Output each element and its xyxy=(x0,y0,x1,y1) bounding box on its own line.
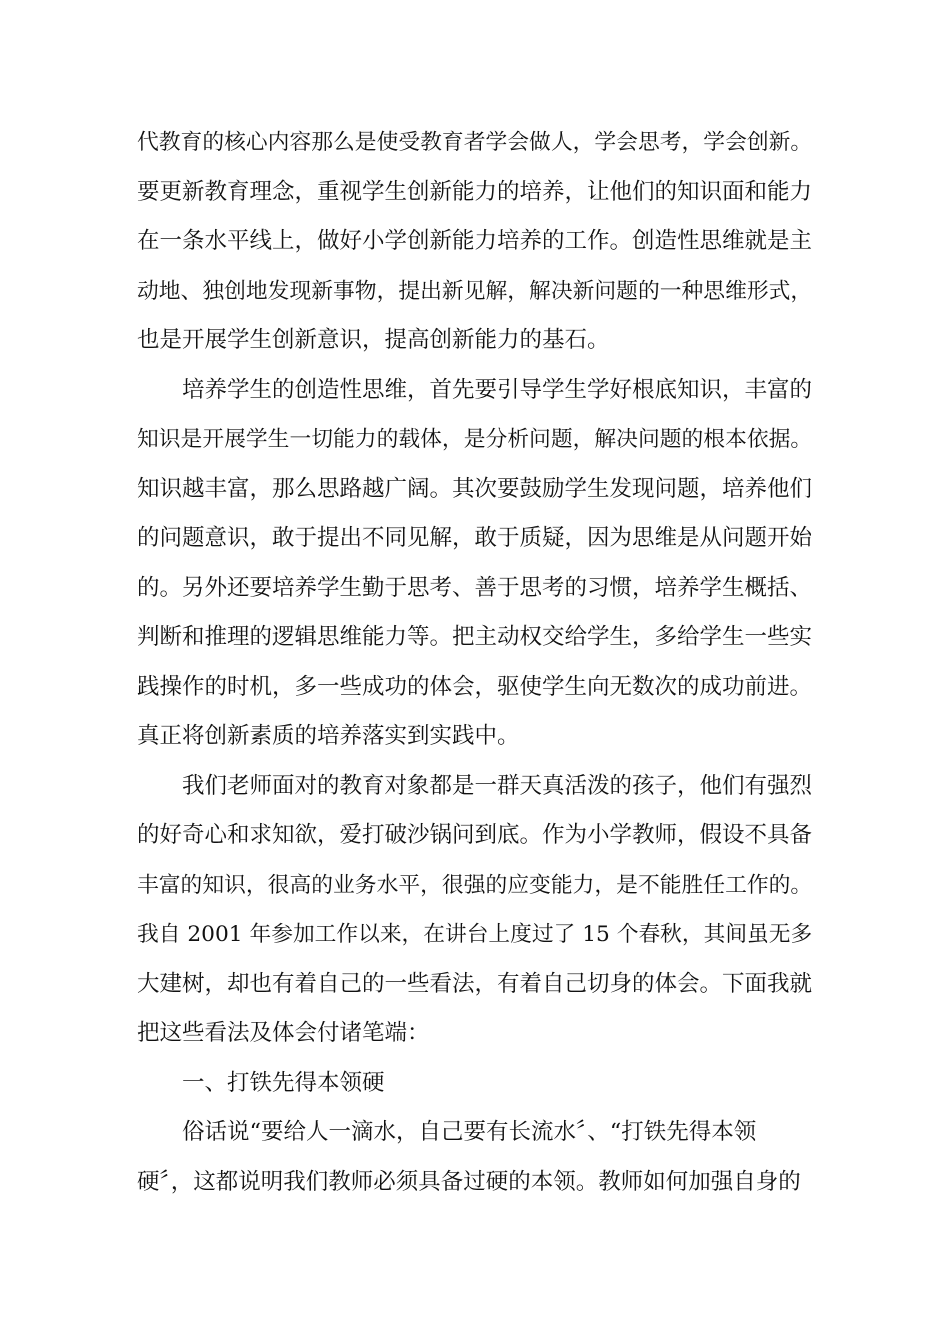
text-line: 在一条水平线上，做好小学创新能力培养的工作。创造性思维就是主 xyxy=(137,228,813,254)
text-line: 的。另外还要培养学生勤于思考、善于思考的习惯，培养学生概括、 xyxy=(137,574,813,601)
text-line: 判断和推理的逻辑思维能力等。把主动权交给学生，多给学生一些实 xyxy=(137,624,813,650)
text-line: 代教育的核心内容那么是使受教育者学会做人，学会思考，学会创新。 xyxy=(137,130,813,155)
text-line: 知识越丰富，那么思路越广阔。其次要鼓励学生发现问题，培养他们 xyxy=(137,475,813,502)
text-line: 俗话说“要给人一滴水，自己要有长流水〞、“打铁先得本领 xyxy=(182,1119,757,1145)
document-body xyxy=(137,118,813,1207)
text-line: 要更新教育理念，重视学生创新能力的培养，让他们的知识面和能力 xyxy=(137,178,813,205)
text-line: 丰富的知识，很高的业务水平，很强的应变能力，是不能胜任工作的。 xyxy=(137,872,813,898)
text-line: 我们老师面对的教育对象都是一群天真活泼的孩子，他们有强烈 xyxy=(182,772,813,799)
text-line: 践操作的时机，多一些成功的体会，驱使学生向无数次的成功前进。 xyxy=(137,673,813,700)
section-heading: 一、打铁先得本领硬 xyxy=(182,1069,385,1096)
text-line: 知识是开展学生一切能力的载体，是分析问题，解决问题的根本依据。 xyxy=(137,427,813,452)
text-line: 我自 2001 年参加工作以来，在讲台上度过了 15 个春秋，其间虽无多 xyxy=(137,922,813,947)
text-line: 培养学生的创造性思维，首先要引导学生学好根底知识，丰富的 xyxy=(182,376,813,403)
text-line: 动地、独创地发现新事物，提出新见解，解决新问题的一种思维形式， xyxy=(137,278,813,304)
text-line: 真正将创新素质的培养落实到实践中。 xyxy=(137,723,520,749)
text-line: 硬〞，这都说明我们教师必须具备过硬的本领。教师如何加强自身的 xyxy=(137,1168,801,1195)
text-line: 大建树，却也有着自己的一些看法，有着自己切身的体会。下面我就 xyxy=(137,970,813,997)
text-line: 也是开展学生创新意识，提高创新能力的基石。 xyxy=(137,327,610,353)
text-line: 把这些看法及体会付诸笔端： xyxy=(137,1020,430,1046)
text-line: 的问题意识，敢于提出不同见解，敢于质疑，因为思维是从问题开始 xyxy=(137,525,813,551)
text-line: 的好奇心和求知欲，爱打破沙锅问到底。作为小学教师，假设不具备 xyxy=(137,822,813,848)
